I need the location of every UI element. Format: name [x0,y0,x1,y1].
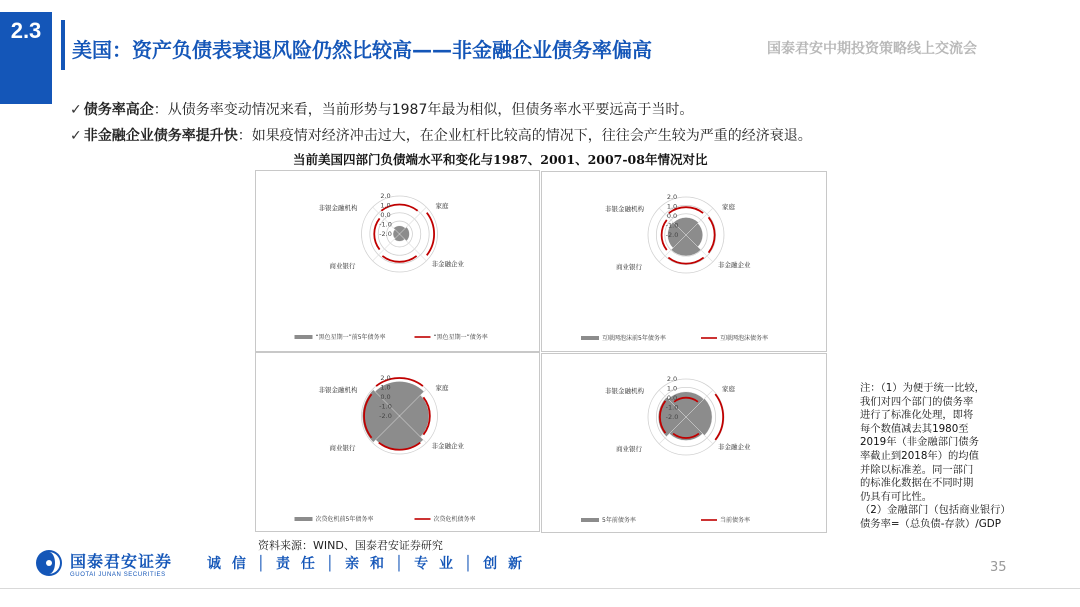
title-accent-bar [61,20,65,70]
checkmark-icon: ✓ [70,128,82,144]
bullet-list [70,100,812,152]
note-line: 率截止到2018年）的均值 [860,449,979,462]
radar-axis-label: 非金融企业 [718,443,751,451]
bullet-item [70,100,812,126]
bullet-heading: 债务率高企 [83,102,154,118]
legend-label-prev: “黑色星期一”前5年债务率 [315,334,386,341]
chart-group-title: 当前美国四部门负债端水平和变化与1987、2001、2007-08年情况对比 [293,152,708,167]
radar-axis-label: 商业银行 [329,262,356,270]
radar-tick-label: 0.0 [666,212,678,220]
radar-tick-label: -2.0 [665,413,679,421]
note-line: 仍具有可比性。 [860,490,933,503]
radar-arc-current [427,213,434,256]
radar-arc-current [715,394,723,440]
radar-axis-label: 家庭 [722,203,735,211]
radar-tick-label: -1.0 [379,220,392,229]
note-line: 注：（1）为便于统一比较， [860,382,985,394]
radar-tick-label: 1.0 [666,202,678,211]
note-line: （2）金融部门（包括商业银行） [860,504,1011,517]
radar-tick-label: 2.0 [380,192,391,200]
radar-tick-label: 1.0 [666,384,678,393]
radar-axis-label: 非银金融机构 [318,204,358,212]
radar-tick-label: -1.0 [665,221,679,230]
radar-chart-panel-1 [255,170,540,352]
legend-swatch-prev [581,518,599,522]
page-title: 美国：资产负债表衰退风险仍然比较高——非金融企业债务率偏高 [72,38,652,62]
radar-axis-label: 商业银行 [616,445,642,453]
footer-divider [0,588,1080,589]
company-name-en: GUOTAI JUNAN SECURITIES [70,571,166,578]
radar-tick-label: 2.0 [666,375,678,383]
legend-swatch-prev [295,335,313,339]
chart-note [860,382,1035,532]
logo-mark-icon [34,548,64,578]
radar-axis-label: 非银金融机构 [318,386,358,394]
radar-axis-label: 非金融企业 [431,260,464,268]
note-line: 我们对四个部门的债务率 [860,395,974,408]
company-logo [34,548,172,578]
radar-axis-label: 商业银行 [616,263,642,271]
note-line: 并除以标准差。同一部门 [860,463,974,476]
radar-tick-label: 2.0 [380,374,391,382]
radar-chart-3 [256,353,539,531]
radar-chart-panel-2 [541,171,827,352]
radar-chart-4 [542,354,826,532]
legend-label-prev: 互联网泡沫前5年债务率 [602,335,666,342]
radar-tick-label: 0.0 [380,393,391,401]
radar-tick-label: 2.0 [666,193,678,201]
bullet-text: ：如果疫情对经济冲击过大，在企业杠杆比较高的情况下，往往会产生较为严重的经济衰退。 [237,128,812,144]
legend-label-current: 互联网泡沫债务率 [720,335,769,342]
legend-label-current: “黑色星期一”债务率 [433,334,488,341]
radar-tick-label: -2.0 [379,230,392,238]
radar-tick-label: -1.0 [665,403,679,412]
event-subtitle: 国泰君安中期投资策略线上交流会 [767,41,977,57]
radar-axis-label: 商业银行 [329,444,356,452]
radar-axis-label: 非银金融机构 [605,205,644,213]
radar-axis-label: 非金融企业 [718,261,751,269]
radar-axis-label: 家庭 [435,384,449,392]
note-line: 进行了标准化处理，即将 [860,409,974,422]
radar-axis-label: 非金融企业 [431,442,464,450]
note-line: 2019年（非金融部门债务 [860,436,979,449]
radar-axis-label: 非银金融机构 [605,387,644,395]
radar-axis-label: 家庭 [435,202,449,210]
radar-tick-label: 1.0 [380,201,391,210]
radar-tick-label: -2.0 [665,231,679,239]
note-line: 债务率=（总负债-存款）/GDP [860,517,1001,530]
radar-axis-label: 家庭 [722,385,735,393]
radar-tick-label: -2.0 [379,412,392,420]
bullet-item [70,126,812,152]
legend-swatch-prev [581,336,599,340]
legend-label-current: 当前债务率 [720,517,751,524]
bullet-heading: 非金融企业债务率提升快 [83,128,238,144]
page-number: 35 [990,560,1007,575]
radar-chart-2 [542,172,826,351]
radar-chart-panel-3 [255,352,540,532]
checkmark-icon: ✓ [70,102,82,118]
legend-label-prev: 5年前债务率 [602,517,636,524]
radar-arc-current [668,258,703,264]
radar-tick-label: 1.0 [380,383,391,392]
radar-arc-current [709,217,715,252]
company-motto: 诚 信 │ 责 任 │ 亲 和 │ 专 业 │ 创 新 [207,556,526,572]
data-source: 资料来源：WIND、国泰君安证券研究 [258,539,443,552]
section-number: 2.3 [0,12,52,104]
radar-chart-1 [256,171,539,351]
legend-swatch-prev [295,517,313,521]
radar-tick-label: 0.0 [380,211,391,219]
note-line: 的标准化数据在不同时期 [860,477,974,490]
radar-tick-label: -1.0 [379,402,392,411]
legend-label-current: 次贷危机债务率 [433,516,476,523]
radar-chart-panel-4 [541,353,827,533]
company-name-cn: 国泰君安证券 [70,551,173,571]
legend-label-prev: 次贷危机前5年债务率 [315,516,374,523]
note-line: 每个数值减去其1980至 [860,422,969,435]
radar-tick-label: 0.0 [666,394,678,402]
bullet-text: ：从债务率变动情况来看，当前形势与1987年最为相似，但债务率水平要远高于当时。 [153,102,694,118]
